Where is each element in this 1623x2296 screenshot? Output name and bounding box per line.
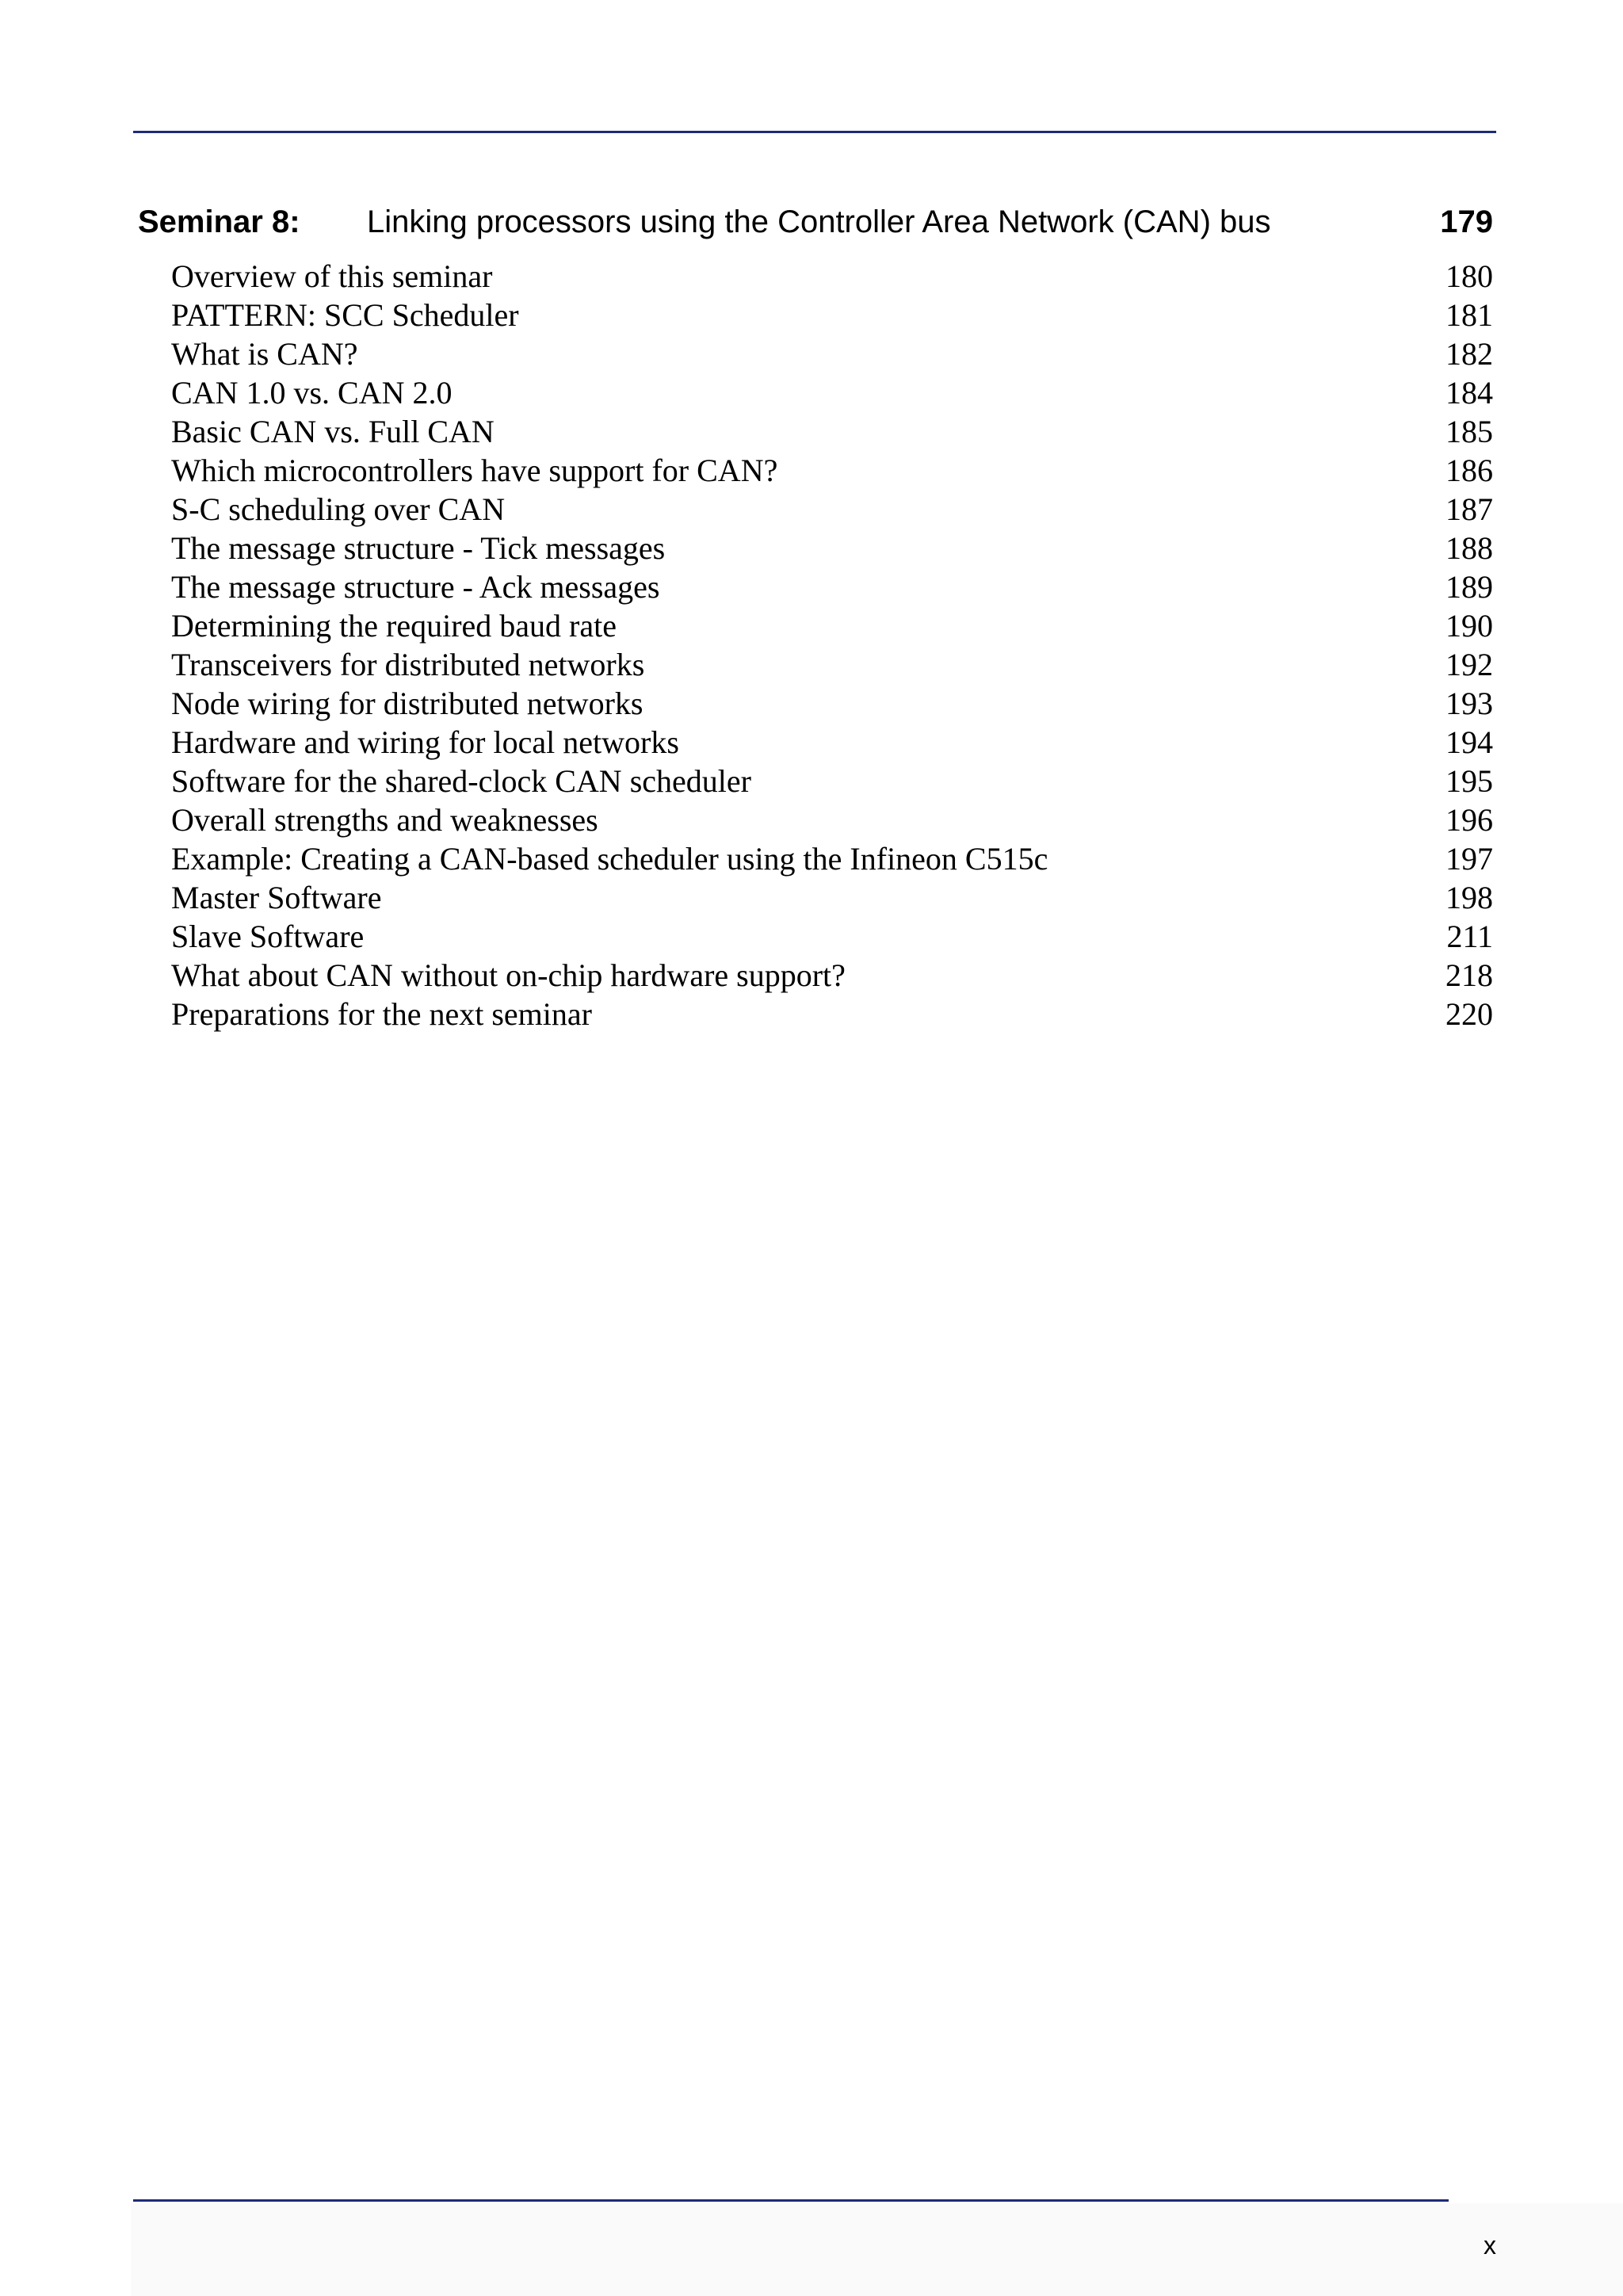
toc-entry-page: 195: [1445, 763, 1493, 799]
toc-entry-page: 184: [1445, 375, 1493, 411]
toc-entry: [171, 684, 1493, 723]
toc-entry: [171, 490, 1493, 529]
toc-entry-page: 198: [1445, 880, 1493, 915]
toc-entry: [171, 451, 1493, 490]
toc-entry-title: Software for the shared-clock CAN scheduler: [171, 763, 751, 799]
page-number: x: [1484, 2231, 1496, 2260]
seminar-heading: [138, 201, 1493, 243]
toc-entry-title: CAN 1.0 vs. CAN 2.0: [171, 375, 453, 411]
toc-entry-title: Transceivers for distributed networks: [171, 647, 645, 682]
toc-entry-title: What about CAN without on-chip hardware support?: [171, 957, 846, 993]
toc-entry: [171, 412, 1493, 451]
toc-entry-title: Overall strengths and weaknesses: [171, 802, 598, 838]
toc-entry-title: S-C scheduling over CAN: [171, 491, 506, 527]
toc-entry-page: 192: [1445, 647, 1493, 682]
toc-entry: [171, 762, 1493, 800]
toc-entry: [171, 839, 1493, 878]
toc-entry: [171, 723, 1493, 762]
toc-entry-page: 187: [1445, 491, 1493, 527]
toc-entry-page: 185: [1445, 414, 1493, 449]
toc-entry-title: Basic CAN vs. Full CAN: [171, 414, 495, 449]
toc-entry-page: 190: [1445, 608, 1493, 644]
seminar-title: Linking processors using the Controller Area Network (CAN) bus: [367, 204, 1271, 239]
toc-entry-title: Example: Creating a CAN-based scheduler using the Infineon C515c: [171, 841, 1048, 877]
header-rule: [133, 131, 1496, 133]
toc-list: [171, 257, 1493, 1033]
toc-entry: [171, 800, 1493, 839]
toc-entry-page: 220: [1445, 996, 1493, 1032]
toc-entry-title: Determining the required baud rate: [171, 608, 617, 644]
toc-entry-title: What is CAN?: [171, 336, 358, 372]
toc-entry: [171, 296, 1493, 334]
toc-entry-title: Slave Software: [171, 919, 365, 954]
toc-entry-page: 211: [1446, 919, 1493, 954]
footer-band: [131, 2203, 1623, 2296]
toc-entry-page: 189: [1445, 569, 1493, 605]
toc-entry: [171, 878, 1493, 917]
footer-rule: [133, 2199, 1449, 2202]
toc-entry: [171, 529, 1493, 567]
seminar-page-number: 179: [1440, 204, 1493, 239]
toc-entry-page: 180: [1445, 258, 1493, 294]
toc-entry-page: 188: [1445, 530, 1493, 566]
toc-entry: [171, 334, 1493, 373]
toc-entry: [171, 606, 1493, 645]
toc-entry: [171, 956, 1493, 995]
toc-entry-page: 181: [1445, 297, 1493, 333]
toc-entry-title: Preparations for the next seminar: [171, 996, 592, 1032]
toc-entry: [171, 645, 1493, 684]
toc-entry-title: Which microcontrollers have support for CAN?: [171, 453, 778, 488]
toc-entry-page: 196: [1445, 802, 1493, 838]
toc-entry: [171, 373, 1493, 412]
toc-entry-page: 182: [1445, 336, 1493, 372]
toc-entry: [171, 995, 1493, 1033]
toc-entry-page: 197: [1445, 841, 1493, 877]
toc-entry: [171, 257, 1493, 296]
toc-entry-title: Overview of this seminar: [171, 258, 493, 294]
toc-entry-title: The message structure - Ack messages: [171, 569, 660, 605]
toc-entry-title: Master Software: [171, 880, 382, 915]
toc-entry-page: 186: [1445, 453, 1493, 488]
toc-entry: [171, 567, 1493, 606]
toc-entry-page: 193: [1445, 686, 1493, 721]
toc-entry-title: The message structure - Tick messages: [171, 530, 666, 566]
toc-entry-title: Node wiring for distributed networks: [171, 686, 643, 721]
toc-entry-title: PATTERN: SCC Scheduler: [171, 297, 519, 333]
toc-entry: [171, 917, 1493, 956]
toc-entry-page: 194: [1445, 724, 1493, 760]
seminar-label: Seminar 8:: [138, 204, 300, 239]
toc-entry-title: Hardware and wiring for local networks: [171, 724, 679, 760]
toc-entry-page: 218: [1445, 957, 1493, 993]
